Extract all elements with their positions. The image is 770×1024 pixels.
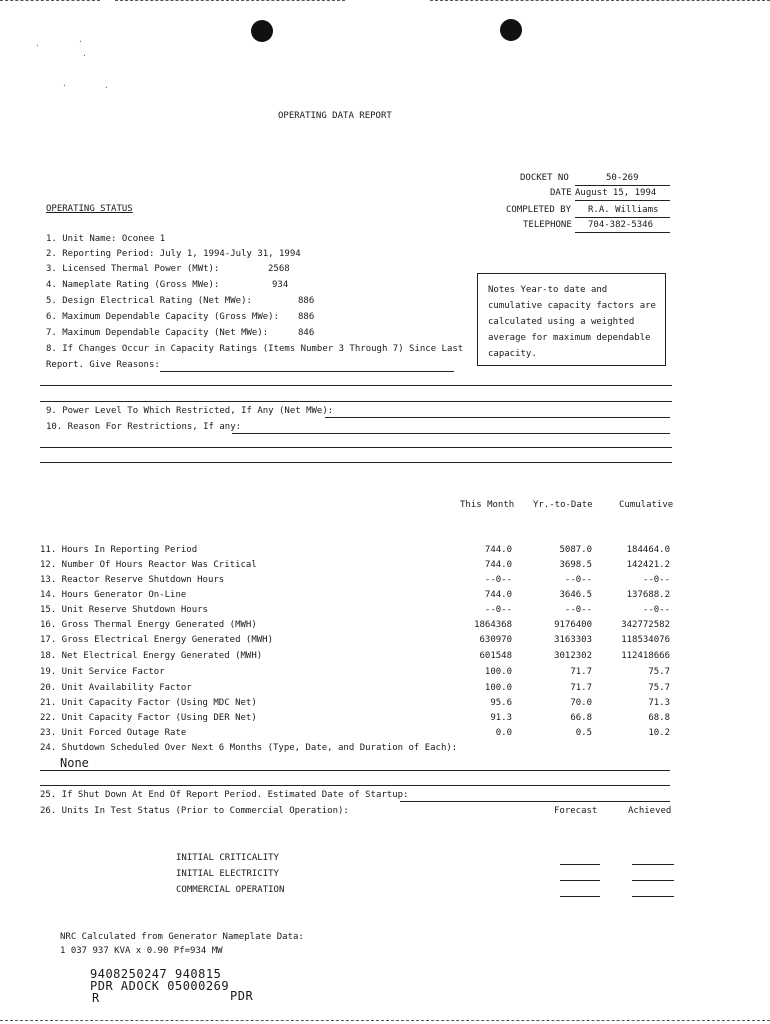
table-row-label: 21. Unit Capacity Factor (Using MDC Net) <box>40 698 257 708</box>
forecast-blank <box>560 880 600 881</box>
table-row-label: 19. Unit Service Factor <box>40 667 165 677</box>
item-9: 9. Power Level To Which Restricted, If Any (Net MWe): <box>46 406 334 416</box>
table-cell-month: 601548 <box>479 651 512 661</box>
table-row-label: 11. Hours In Reporting Period <box>40 545 198 555</box>
item-25-blank <box>400 801 670 802</box>
telephone-label: TELEPHONE <box>523 220 572 230</box>
status-item-4: 4. Nameplate Rating (Gross MWe): <box>46 280 220 290</box>
table-cell-cum: 118534076 <box>621 635 670 645</box>
form-rule <box>40 385 672 386</box>
table-cell-cum: 142421.2 <box>626 560 670 570</box>
status-item-1: 1. Unit Name: Oconee 1 <box>46 234 166 244</box>
achieved-blank <box>632 896 674 897</box>
item-26: 26. Units In Test Status (Prior to Commercial Operation): <box>40 806 349 816</box>
microfilm-stamp-line-1: 9408250247 940815 <box>90 967 222 981</box>
table-cell-month: 100.0 <box>484 683 512 693</box>
docket-value: 50-269 <box>606 173 639 183</box>
status-item-6: 6. Maximum Dependable Capacity (Gross MWe): <box>46 312 279 322</box>
item-9-blank <box>325 417 670 418</box>
table-cell-cum: --0-- <box>642 575 670 585</box>
status-item-4-value: 934 <box>272 280 289 290</box>
achieved-blank <box>632 880 674 881</box>
footnote-line-2: 1 037 937 KVA x 0.90 Pf=934 MW <box>60 946 223 956</box>
form-rule <box>40 785 670 786</box>
footnote-line-1: NRC Calculated from Generator Nameplate Data: <box>60 932 304 942</box>
status-item-8-cont: Report. Give Reasons: <box>46 360 160 370</box>
table-cell-month: 100.0 <box>484 667 512 677</box>
table-cell-cum: 184464.0 <box>626 545 670 555</box>
table-row-label: 20. Unit Availability Factor <box>40 683 192 693</box>
microfilm-stamp-line-3-left: R <box>92 991 100 1005</box>
table-cell-ytd: 9176400 <box>554 620 592 630</box>
item-24-blank <box>40 770 670 771</box>
table-cell-cum: 75.7 <box>648 683 670 693</box>
table-cell-ytd: 71.7 <box>570 683 592 693</box>
item-25: 25. If Shut Down At End Of Report Period. Estimated Date of Startup: <box>40 790 409 800</box>
table-cell-ytd: 3163303 <box>554 635 592 645</box>
form-rule <box>40 462 672 463</box>
scan-speck: · <box>35 41 40 50</box>
status-item-2: 2. Reporting Period: July 1, 1994-July 31, 1994 <box>46 249 301 259</box>
scan-edge-line <box>115 0 345 1</box>
table-row-label: 13. Reactor Reserve Shutdown Hours <box>40 575 225 585</box>
table-cell-cum: --0-- <box>642 605 670 615</box>
form-rule <box>40 401 672 402</box>
table-cell-month: --0-- <box>484 575 512 585</box>
table-cell-cum: 75.7 <box>648 667 670 677</box>
table-row-label: 17. Gross Electrical Energy Generated (MWH) <box>40 635 273 645</box>
scan-speck: · <box>104 83 109 92</box>
table-row-label: 12. Number Of Hours Reactor Was Critical <box>40 560 257 570</box>
table-cell-month: 744.0 <box>484 590 512 600</box>
table-cell-ytd: 5087.0 <box>559 545 592 555</box>
operating-status-heading: OPERATING STATUS <box>46 204 133 214</box>
status-item-7-value: 846 <box>298 328 315 338</box>
table-cell-ytd: 3012302 <box>554 651 592 661</box>
table-cell-cum: 112418666 <box>621 651 670 661</box>
scan-edge-line <box>0 1020 770 1021</box>
table-row-label: 16. Gross Thermal Energy Generated (MWH) <box>40 620 257 630</box>
scan-speck: · <box>62 81 67 90</box>
table-cell-ytd: --0-- <box>564 575 592 585</box>
table-cell-ytd: 3698.5 <box>559 560 592 570</box>
microfilm-stamp-line-2: PDR ADOCK 05000269 <box>90 979 230 993</box>
table-cell-month: 630970 <box>479 635 512 645</box>
completed-by-underline <box>575 217 670 218</box>
page-title: OPERATING DATA REPORT <box>278 111 392 121</box>
table-cell-month: 91.3 <box>490 713 512 723</box>
status-item-3: 3. Licensed Thermal Power (MWt): <box>46 264 220 274</box>
completed-by-value: R.A. Williams <box>588 205 659 215</box>
table-cell-month: 1864368 <box>474 620 512 630</box>
form-rule <box>40 447 672 448</box>
date-underline <box>575 200 670 201</box>
col-this-month: This Month <box>460 500 515 510</box>
date-label: DATE <box>550 188 572 198</box>
table-cell-month: 95.6 <box>490 698 512 708</box>
item-10: 10. Reason For Restrictions, If any: <box>46 422 242 432</box>
status-item-5: 5. Design Electrical Rating (Net MWe): <box>46 296 252 306</box>
item-24: 24. Shutdown Scheduled Over Next 6 Months (Type, Date, and Duration of Each): <box>40 743 458 753</box>
telephone-value: 704-382-5346 <box>588 220 654 230</box>
status-item-7: 7. Maximum Dependable Capacity (Net MWe): <box>46 328 269 338</box>
table-cell-month: 744.0 <box>484 545 512 555</box>
status-item-5-value: 886 <box>298 296 315 306</box>
col-cumulative: Cumulative <box>619 500 674 510</box>
microfilm-stamp-line-3-right: PDR <box>230 989 254 1003</box>
scan-edge-line <box>430 0 770 1</box>
table-cell-ytd: 0.5 <box>575 728 592 738</box>
table-cell-cum: 68.8 <box>648 713 670 723</box>
table-cell-ytd: --0-- <box>564 605 592 615</box>
table-cell-cum: 10.2 <box>648 728 670 738</box>
table-cell-ytd: 71.7 <box>570 667 592 677</box>
telephone-underline <box>575 232 670 233</box>
table-cell-month: --0-- <box>484 605 512 615</box>
table-cell-cum: 137688.2 <box>626 590 670 600</box>
docket-underline <box>575 185 670 186</box>
scan-speck: · <box>78 37 83 46</box>
status-item-8: 8. If Changes Occur in Capacity Ratings (Items Number 3 Through 7) Since Last <box>46 344 464 354</box>
punch-hole-right <box>500 19 522 41</box>
item-24-value: None <box>60 756 89 770</box>
completed-by-label: COMPLETED BY <box>506 205 572 215</box>
table-cell-ytd: 70.0 <box>570 698 592 708</box>
date-value: August 15, 1994 <box>575 188 657 198</box>
table-cell-ytd: 66.8 <box>570 713 592 723</box>
col-achieved: Achieved <box>628 806 672 816</box>
table-cell-cum: 342772582 <box>621 620 670 630</box>
status-item-6-value: 886 <box>298 312 315 322</box>
scan-speck: · <box>82 51 87 60</box>
forecast-blank <box>560 864 600 865</box>
table-row-label: 18. Net Electrical Energy Generated (MWH) <box>40 651 263 661</box>
table-row-label: 22. Unit Capacity Factor (Using DER Net) <box>40 713 257 723</box>
table-row-label: 23. Unit Forced Outage Rate <box>40 728 187 738</box>
forecast-blank <box>560 896 600 897</box>
test-item-commercial-operation: COMMERCIAL OPERATION <box>176 885 285 895</box>
scan-edge-line <box>0 0 100 1</box>
achieved-blank <box>632 864 674 865</box>
table-cell-ytd: 3646.5 <box>559 590 592 600</box>
col-yr-to-date: Yr.-to-Date <box>533 500 593 510</box>
table-row-label: 15. Unit Reserve Shutdown Hours <box>40 605 208 615</box>
test-item-initial-electricity: INITIAL ELECTRICITY <box>176 869 279 879</box>
status-item-3-value: 2568 <box>268 264 290 274</box>
col-forecast: Forecast <box>554 806 598 816</box>
table-cell-month: 744.0 <box>484 560 512 570</box>
punch-hole-left <box>251 20 273 42</box>
table-cell-cum: 71.3 <box>648 698 670 708</box>
docket-label: DOCKET NO <box>520 173 569 183</box>
notes-box: Notes Year-to date and cumulative capacity factors are calculated using a weighted average for maximum dependable capacity. <box>477 273 666 366</box>
reasons-blank <box>160 371 454 372</box>
item-10-blank <box>232 433 670 434</box>
table-row-label: 14. Hours Generator On-Line <box>40 590 187 600</box>
test-item-initial-criticality: INITIAL CRITICALITY <box>176 853 279 863</box>
table-cell-month: 0.0 <box>495 728 512 738</box>
